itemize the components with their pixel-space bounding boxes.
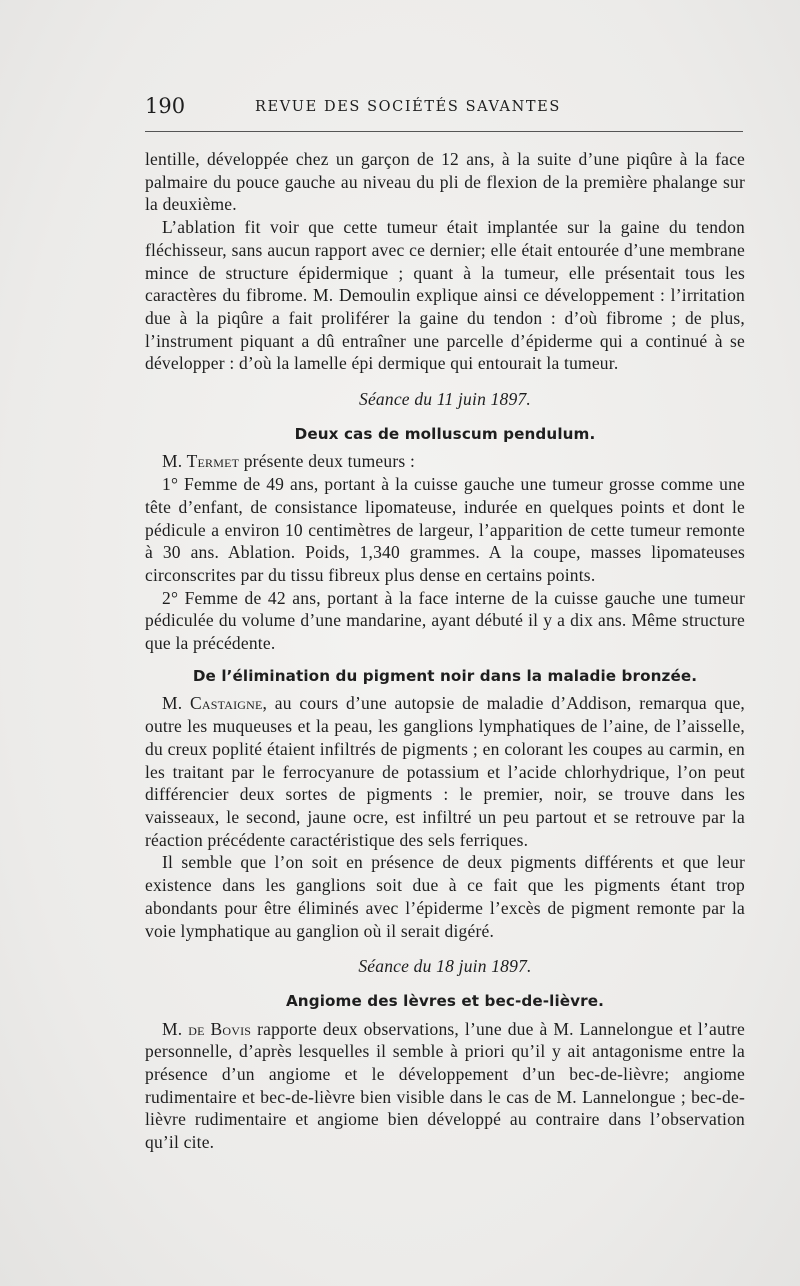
author-name: M. Castaigne (162, 693, 263, 714)
paragraph (145, 450, 745, 473)
section-heading: Angiome des lèvres et bec-de-lièvre. (285, 991, 605, 1010)
session-date: Séance du 18 juin 1897. (358, 956, 532, 977)
paragraph: lentille, développée chez un garçon de 12 ans, à la suite d’une piqûre à la face palmaire du pouce gauche au niveau du pli de flexion de la première phalange sur la deuxième. (145, 149, 745, 215)
paragraph-text: présente deux tumeurs : (239, 451, 416, 472)
page-number: 190 (145, 94, 186, 118)
section-heading: De l’élimination du pigment noir dans la maladie bronzée. (192, 666, 698, 685)
page-header (145, 90, 745, 120)
author-name: M. de Bovis (162, 1018, 252, 1039)
header-rule (145, 131, 743, 132)
author-name: M. Termet (162, 451, 240, 472)
paragraph: 1° Femme de 49 ans, portant à la cuisse gauche une tumeur grosse comme une tête d’enfant, de consistance lipomateuse, indurée en quelques points et dont le pédicule a environ 10 centimètres de largeur, l’apparition de cette tumeur remonte à 30 ans. Ablation. Poids, 1,340 grammes. A la coupe, masses lipomateuses circonscrites par du tissu fibreux plus dense en certains points. (145, 474, 745, 585)
paragraph (145, 1018, 745, 1154)
section-heading: Deux cas de molluscum pendulum. (294, 424, 596, 443)
article-body (145, 148, 745, 1154)
paragraph (145, 692, 745, 851)
running-title: REVUE DES SOCIÉTÉS SAVANTES (255, 99, 561, 115)
paragraph-text: , au cours d’une autopsie de maladie d’Addison, remarqua que, outre les muqueuses et la peau, les ganglions lymphatiques de l’aine, de l’aisselle, du creux poplité étaient infiltrés de pigments ; en colorant les coupes au carmin, en les traitant par le ferrocyanure de potassium et l’acide chlorhydrique, l’on peut différencier deux sortes de pigments : le premier, noir, se trouve dans les vaisseaux, le second, jaune ocre, est infiltré un peu partout et se retrouve par la réaction précédente caractéristique des sels ferriques. (145, 693, 746, 850)
paragraph: Il semble que l’on soit en présence de deux pigments différents et que leur existence dans les ganglions soit due à ce fait que les pigments étant trop abondants pour être éliminés avec l’épiderme l’excès de pigment remonte par la voie lymphatique au ganglion où il serait digéré. (145, 852, 745, 941)
session-date: Séance du 11 juin 1897. (359, 389, 531, 410)
paragraph-text: rapporte deux observations, l’une due à M. Lannelongue et l’autre personnelle, d’après lesquelles il semble à priori qu’il y ait antagonisme entre la présence d’un angiome et le développement d’un bec-de-lièvre; angiome rudimentaire et bec-de-lièvre bien visible dans le cas de M. Lannelongue ; bec-de-lièvre rudimentaire et angiome bien développé au contraire dans l’observation qu’il cite. (145, 1018, 745, 1153)
paragraph: L’ablation fit voir que cette tumeur était implantée sur la gaine du tendon fléchisseur, sans aucun rapport avec ce dernier; elle était entourée d’une membrane mince de structure épidermique ; quant à la tumeur, elle présentait tous les caractères du fibrome. M. Demoulin explique ainsi ce développement : l’irritation due à la piqûre a fait proliférer la gaine du tendon : d’où fibrome ; de plus, l’instrument piquant a dû entraîner une parcelle d’épiderme qui a continué à se développer : d’où la lamelle épi dermique qui entourait la tumeur. (145, 217, 745, 374)
paragraph: 2° Femme de 42 ans, portant à la face interne de la cuisse gauche une tumeur pédiculée du volume d’une mandarine, ayant débuté il y a dix ans. Même structure que la précédente. (145, 587, 745, 654)
